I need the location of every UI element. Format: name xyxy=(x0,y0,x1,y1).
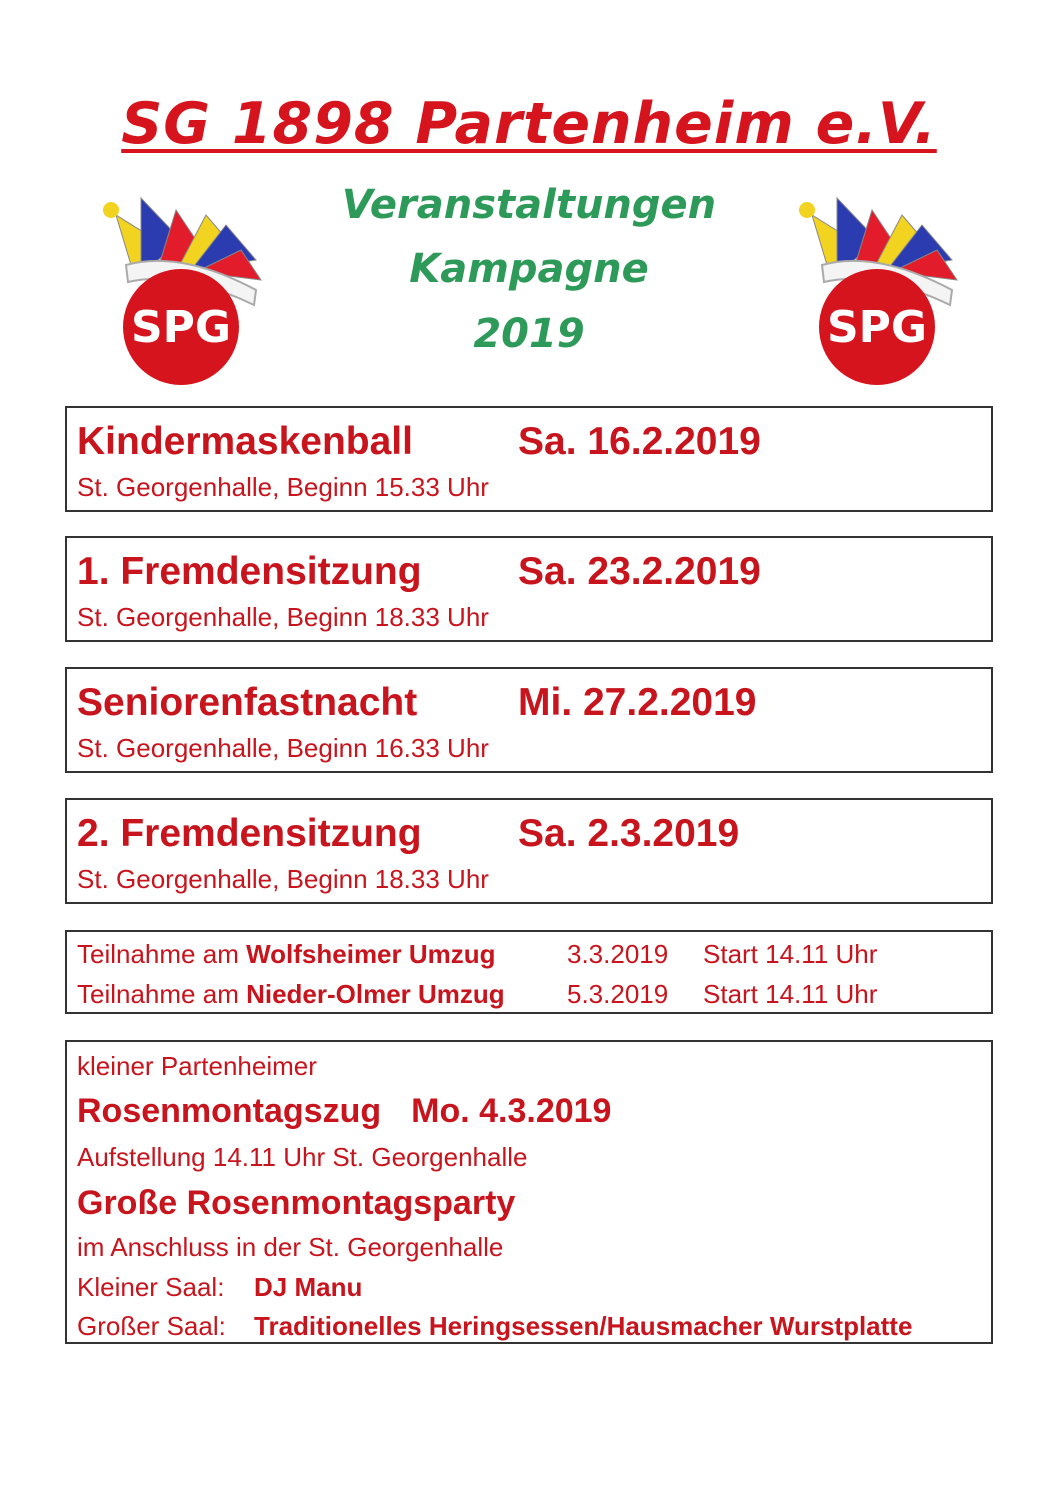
event-date: Sa. 2.3.2019 xyxy=(518,812,740,855)
event-name: 1. Fremdensitzung xyxy=(77,550,422,593)
event-name: Kindermaskenball xyxy=(77,420,413,463)
event-name: Seniorenfastnacht xyxy=(77,681,418,724)
club-logo-right xyxy=(792,180,962,390)
parade-row: Teilnahme am Wolfsheimer Umzug 3.3.2019 Start 14.11 Uhr xyxy=(77,934,981,974)
event-box xyxy=(65,536,993,642)
logo-text: SPG xyxy=(130,302,232,353)
event-box xyxy=(65,667,993,773)
event-info: St. Georgenhalle, Beginn 18.33 Uhr xyxy=(77,864,489,894)
club-logo-left xyxy=(96,180,266,390)
subtitle-line-2: Kampagne xyxy=(409,246,649,292)
subtitle-line-1: Veranstaltungen xyxy=(341,182,717,228)
parade-start: Start 14.11 Uhr xyxy=(703,979,878,1009)
rosenmontag-box xyxy=(65,1040,993,1344)
parade-name: Nieder-Olmer Umzug xyxy=(246,979,505,1009)
party-info: im Anschluss in der St. Georgenhalle xyxy=(77,1232,504,1262)
event-date: Sa. 23.2.2019 xyxy=(518,550,761,593)
page-title: SG 1898 Partenheim e.V. xyxy=(121,91,937,157)
logo-text: SPG xyxy=(826,302,928,353)
party-title: Große Rosenmontagsparty xyxy=(77,1184,516,1222)
event-name: 2. Fremdensitzung xyxy=(77,812,422,855)
event-info: St. Georgenhalle, Beginn 18.33 Uhr xyxy=(77,602,489,632)
event-date: Sa. 16.2.2019 xyxy=(518,420,761,463)
subtitle-line-3: 2019 xyxy=(473,311,585,357)
event-box xyxy=(65,798,993,904)
event-date: Mi. 27.2.2019 xyxy=(518,681,757,724)
rosenmontag-heading: Rosenmontagszug Mo. 4.3.2019 xyxy=(77,1092,612,1130)
parade-date: 3.3.2019 xyxy=(567,939,669,969)
parades-box xyxy=(65,930,993,1014)
event-info: St. Georgenhalle, Beginn 16.33 Uhr xyxy=(77,733,489,763)
big-hall-row: Großer Saal: Traditionelles Heringsessen/Hausmacher Wurstplatte xyxy=(77,1311,913,1341)
rosenmontag-intro: kleiner Partenheimer xyxy=(77,1051,317,1081)
rosenmontag-date: Mo. 4.3.2019 xyxy=(411,1092,612,1130)
parade-name: Wolfsheimer Umzug xyxy=(246,939,496,969)
event-box xyxy=(65,406,993,512)
rosenmontag-setup: Aufstellung 14.11 Uhr St. Georgenhalle xyxy=(77,1142,528,1172)
parade-row: Teilnahme am Nieder-Olmer Umzug 5.3.2019 Start 14.11 Uhr xyxy=(77,974,981,1014)
event-info: St. Georgenhalle, Beginn 15.33 Uhr xyxy=(77,472,489,502)
parade-date: 5.3.2019 xyxy=(567,979,669,1009)
parade-start: Start 14.11 Uhr xyxy=(703,939,878,969)
small-hall-row: Kleiner Saal: DJ Manu xyxy=(77,1272,363,1302)
